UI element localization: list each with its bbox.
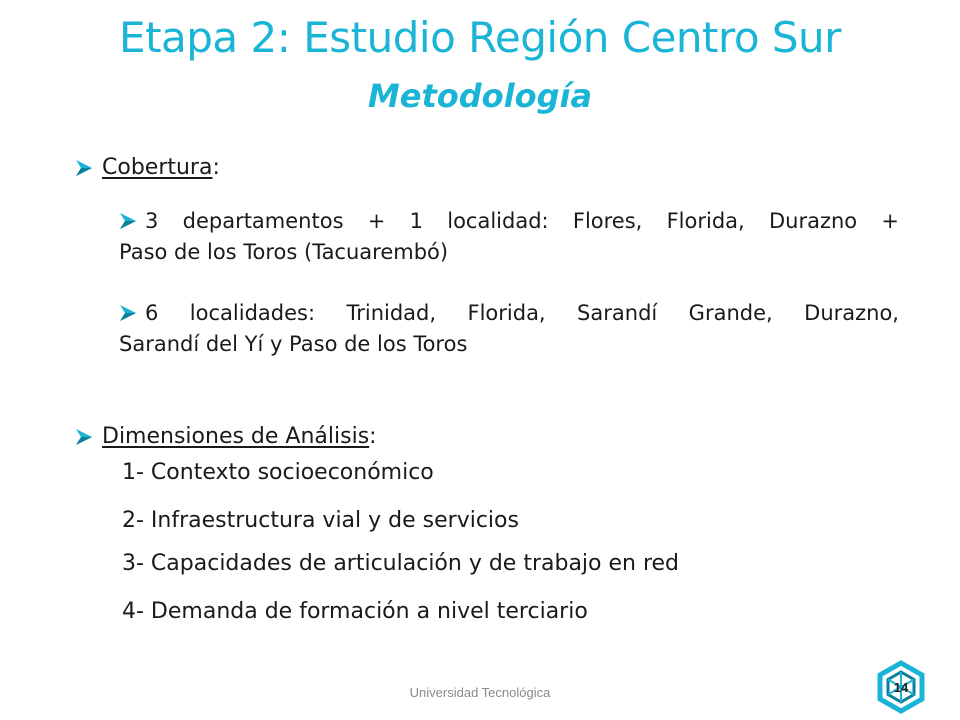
arrow-bullet-icon [74, 158, 94, 178]
cobertura-colon: : [212, 155, 220, 180]
dimensiones-bullet [74, 422, 377, 452]
footer-organization: Universidad Tecnológica [409, 685, 551, 700]
dimension-item: 4- Demanda de formación a nivel terciario [122, 599, 588, 624]
cobertura-item [118, 206, 900, 268]
cobertura-bullet [74, 153, 220, 183]
dimension-item: 3- Capacidades de articulación y de trabajo en red [122, 551, 680, 576]
cobertura-item-line1: 3 departamentos + 1 localidad: Flores, Florida, Durazno + [145, 209, 899, 233]
arrow-bullet-icon [118, 303, 138, 323]
cobertura-item-line1: 6 localidades: Trinidad, Florida, Sarandí Grande, Durazno, [145, 301, 899, 325]
page-number: 14 [893, 680, 909, 695]
arrow-bullet-icon [74, 427, 94, 447]
dimensiones-colon: : [369, 424, 377, 449]
cobertura-item-line2: Paso de los Toros (Tacuarembó) [119, 240, 449, 264]
dimension-item: 2- Infraestructura vial y de servicios [122, 508, 519, 533]
cobertura-item [118, 298, 900, 360]
arrow-bullet-icon [118, 211, 138, 231]
cobertura-label: Cobertura [102, 155, 213, 180]
slide-subtitle: Metodología [367, 77, 593, 115]
cobertura-item-line2: Sarandí del Yí y Paso de los Toros [119, 332, 468, 356]
slide-title: Etapa 2: Estudio Región Centro Sur [119, 13, 841, 62]
dimension-item: 1- Contexto socioeconómico [122, 460, 434, 485]
dimensiones-label: Dimensiones de Análisis [102, 424, 370, 449]
